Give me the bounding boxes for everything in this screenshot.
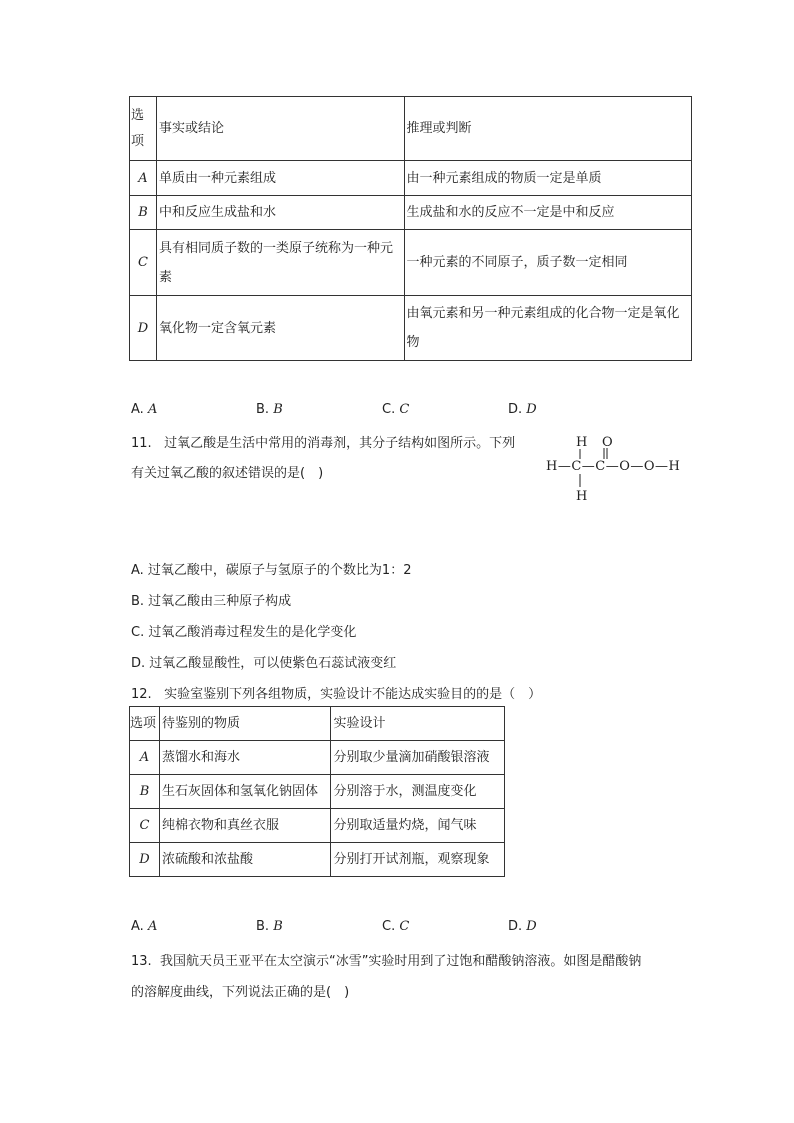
molecular-structure-diagram — [540, 430, 700, 510]
row-substances: 蒸馏水和海水 — [159, 741, 331, 775]
atom-o-top: O — [602, 435, 613, 450]
choice-b[interactable]: B. B — [256, 919, 283, 934]
question-11-option-a[interactable]: A. 过氧乙酸中，碳原子与氢原子的个数比为1：2 — [131, 563, 412, 578]
row-option: B — [130, 196, 157, 230]
row-option: D — [130, 296, 157, 361]
row-substances: 生石灰固体和氢氧化钠固体 — [159, 775, 331, 809]
row-substances: 纯棉衣物和真丝衣服 — [159, 809, 331, 843]
question-text: 实验室鉴别下列各组物质，实验设计不能达成实验目的的是（ ） — [164, 687, 542, 702]
row-judgement: 由一种元素组成的物质一定是单质 — [404, 161, 692, 196]
row-fact: 氧化物一定含氧元素 — [156, 296, 404, 361]
header-fact: 事实或结论 — [156, 97, 404, 161]
question-text: 我国航天员王亚平在太空演示“冰雪”实验时用到了过饱和醋酸钠溶液。如图是醋酸钠 — [159, 954, 642, 969]
header-substances: 待鉴别的物质 — [159, 707, 331, 741]
table-row — [130, 775, 505, 809]
row-design: 分别取适量灼烧，闻气味 — [331, 809, 505, 843]
question-number: 12. — [131, 687, 152, 702]
choice-a[interactable]: A. A — [131, 919, 158, 934]
atom-h-top: H — [576, 435, 588, 450]
question-number: 11. — [131, 436, 152, 451]
question-11-line1 — [131, 432, 515, 451]
question-10-table — [129, 96, 692, 361]
row-judgement: 一种元素的不同原子，质子数一定相同 — [404, 230, 692, 296]
row-judgement: 生成盐和水的反应不一定是中和反应 — [404, 196, 692, 230]
choice-d[interactable]: D. D — [508, 919, 537, 934]
question-text: 过氧乙酸是生活中常用的消毒剂，其分子结构如图所示。下列 — [164, 436, 516, 451]
question-12-text — [131, 683, 541, 702]
question-13-line2: 的溶解度曲线，下列说法正确的是( ) — [131, 985, 350, 1000]
row-judgement: 由氧元素和另一种元素组成的化合物一定是氧化物 — [404, 296, 692, 361]
row-design: 分别溶于水，测温度变化 — [331, 775, 505, 809]
row-substances: 浓硫酸和浓盐酸 — [159, 843, 331, 877]
table-row — [130, 161, 692, 196]
header-judgement: 推理或判断 — [404, 97, 692, 161]
row-option: B — [130, 775, 160, 809]
question-12-table — [129, 706, 505, 877]
table-row — [130, 809, 505, 843]
table-row — [130, 843, 505, 877]
question-11-line2: 有关过氧乙酸的叙述错误的是( ) — [131, 466, 324, 481]
header-option: 选项 — [130, 707, 160, 741]
choice-c[interactable]: C. C — [382, 402, 410, 417]
row-design: 分别取少量滴加硝酸银溶液 — [331, 741, 505, 775]
row-option: A — [130, 161, 157, 196]
header-option: 选项 — [130, 97, 157, 161]
question-number: 13. — [131, 954, 152, 969]
molecule-chain: H—C—C—O—O—H — [546, 459, 681, 474]
row-option: A — [130, 741, 160, 775]
choice-a[interactable]: A. A — [131, 402, 158, 417]
row-design: 分别打开试剂瓶，观察现象 — [331, 843, 505, 877]
choice-c[interactable]: C. C — [382, 919, 410, 934]
atom-h-bottom: H — [576, 489, 588, 504]
table-header-row — [130, 97, 692, 161]
row-fact: 中和反应生成盐和水 — [156, 196, 404, 230]
row-option: C — [130, 230, 157, 296]
choice-b[interactable]: B. B — [256, 402, 283, 417]
question-11-option-d[interactable]: D. 过氧乙酸显酸性，可以使紫色石蕊试液变红 — [131, 656, 397, 671]
header-design: 实验设计 — [331, 707, 505, 741]
choice-d[interactable]: D. D — [508, 402, 537, 417]
row-option: C — [130, 809, 160, 843]
row-option: D — [130, 843, 160, 877]
table-row — [130, 741, 505, 775]
table-row — [130, 230, 692, 296]
question-11-option-b[interactable]: B. 过氧乙酸由三种原子构成 — [131, 594, 292, 609]
table-row — [130, 296, 692, 361]
question-11-option-c[interactable]: C. 过氧乙酸消毒过程发生的是化学变化 — [131, 625, 357, 640]
table-row — [130, 196, 692, 230]
row-fact: 具有相同质子数的一类原子统称为一种元素 — [156, 230, 404, 296]
table-header-row — [130, 707, 505, 741]
question-13-line1 — [131, 950, 641, 969]
row-fact: 单质由一种元素组成 — [156, 161, 404, 196]
